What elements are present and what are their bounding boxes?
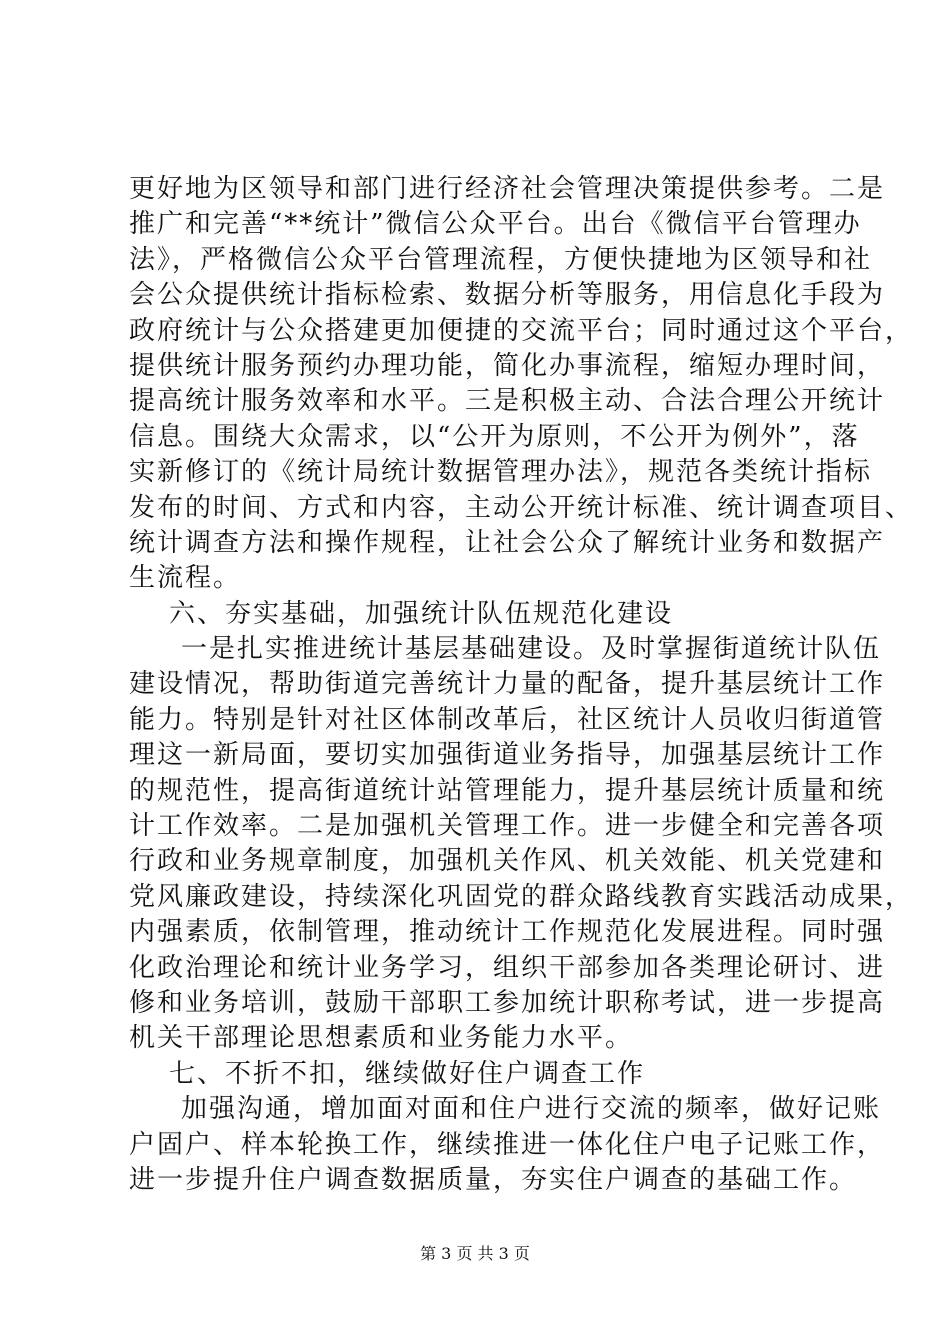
document-body [129, 172, 914, 1198]
paragraph-line: 计工作效率。二是加强机关管理工作。进一步健全和完善各项 [129, 811, 886, 842]
paragraph-line: 理这一新局面，要切实加强街道业务指导，加强基层统计工作 [129, 740, 886, 771]
paragraph-line: 提高统计服务效率和水平。三是积极主动、合法合理公开统计 [129, 386, 886, 417]
paragraph-line: 信息。围绕大众需求，以“公开为原则，不公开为例外”，落 [129, 421, 860, 452]
paragraph-line: 的规范性，提高街道统计站管理能力，提升基层统计质量和统 [129, 775, 886, 806]
paragraph-line: 法》，严格微信公众平台管理流程，方便快捷地为区领导和社 [129, 244, 873, 275]
paragraph-line: 户固户、样本轮换工作，继续推进一体化住户电子记账工作， [129, 1129, 886, 1160]
paragraph-line: 生流程。 [129, 563, 242, 594]
paragraph-line: 会公众提供统计指标检索、数据分析等服务，用信息化手段为 [129, 280, 886, 311]
paragraph-line: 一是扎实推进统计基层基础建设。及时掌握街道统计队伍 [181, 634, 882, 665]
paragraph-line: 化政治理论和统计业务学习，组织干部参加各类理论研讨、进 [129, 952, 886, 983]
section-heading-6: 六、夯实基础，加强统计队伍规范化建设 [169, 598, 674, 629]
page-footer [0, 1244, 950, 1264]
paragraph-line: 党风廉政建设，持续深化巩固党的群众路线教育实践活动成果， [129, 881, 914, 912]
paragraph-line: 推广和完善“**统计”微信公众平台。出台《微信平台管理办 [129, 209, 862, 240]
paragraph-line: 发布的时间、方式和内容，主动公开统计标准、统计调查项目、 [129, 492, 914, 523]
paragraph-line: 建设情况，帮助街道完善统计力量的配备，提升基层统计工作 [129, 669, 886, 700]
paragraph-line: 行政和业务规章制度，加强机关作风、机关效能、机关党建和 [129, 846, 886, 877]
paragraph-line: 提供统计服务预约办理功能，简化办事流程，缩短办理时间， [129, 350, 886, 381]
paragraph-line: 更好地为区领导和部门进行经济社会管理决策提供参考。二是 [129, 174, 886, 204]
paragraph-line: 能力。特别是针对社区体制改革后，社区统计人员收归街道管 [129, 704, 886, 735]
section-heading-7: 七、不折不扣，继续做好住户调查工作 [169, 1058, 646, 1089]
paragraph-line: 实新修订的《统计局统计数据管理办法》，规范各类统计指标 [129, 457, 873, 488]
page-number-label: 第 3 页 共 3 页 [420, 1244, 530, 1263]
paragraph-line: 加强沟通，增加面对面和住户进行交流的频率，做好记账 [181, 1094, 882, 1125]
paragraph-line: 进一步提升住户调查数据质量，夯实住户调查的基础工作。 [129, 1164, 858, 1195]
paragraph-line: 机关干部理论思想素质和业务能力水平。 [129, 1023, 634, 1054]
paragraph-line: 内强素质，依制管理，推动统计工作规范化发展进程。同时强 [129, 917, 886, 948]
paragraph-line: 修和业务培训，鼓励干部职工参加统计职称考试，进一步提高 [129, 987, 886, 1018]
paragraph-line: 统计调查方法和操作规程，让社会公众了解统计业务和数据产 [129, 527, 886, 558]
paragraph-line: 政府统计与公众搭建更加便捷的交流平台；同时通过这个平台， [129, 315, 914, 346]
